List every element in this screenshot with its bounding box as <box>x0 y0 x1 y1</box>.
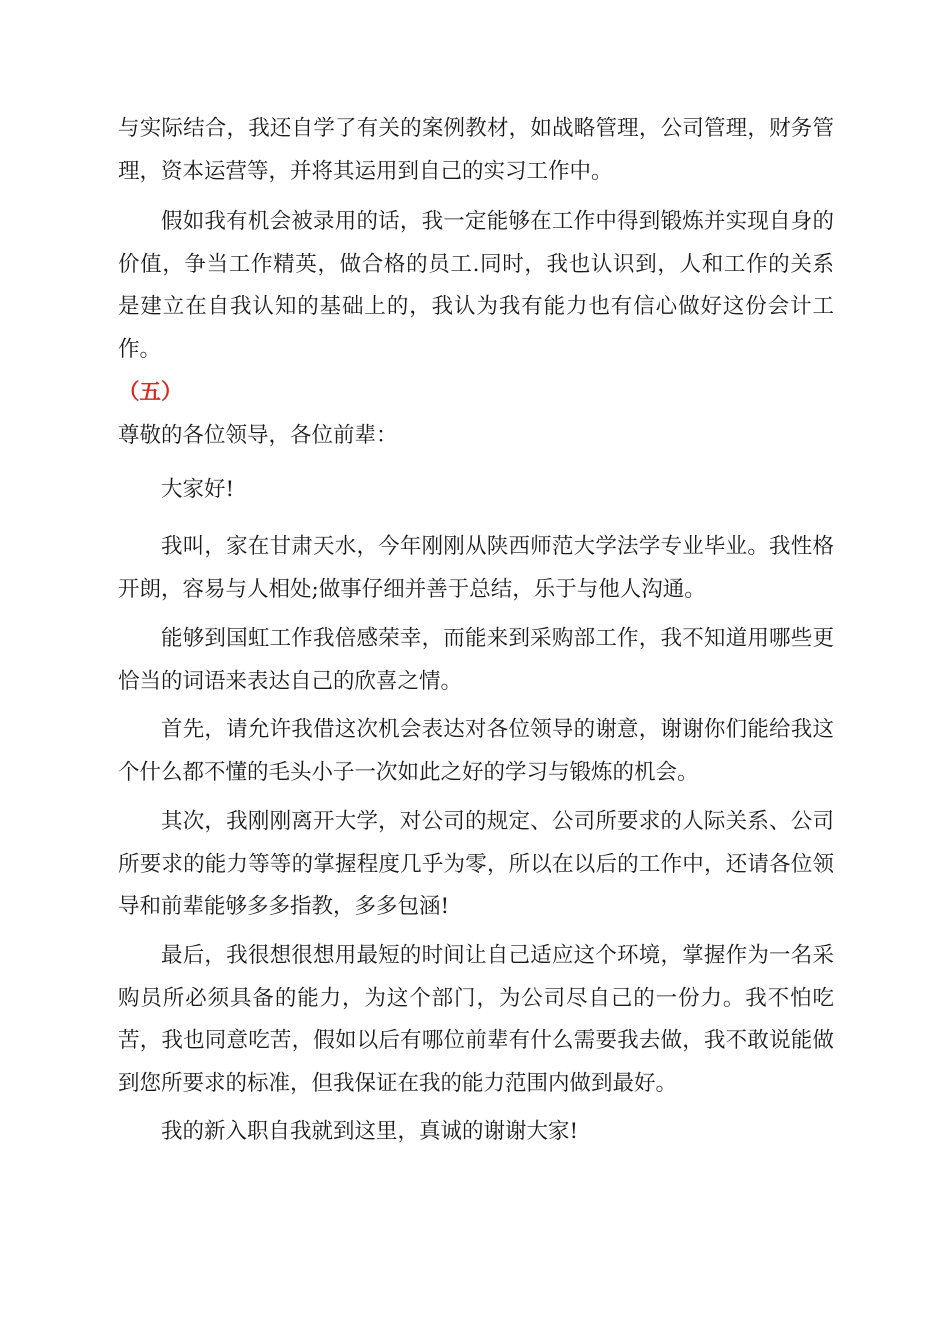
paragraph-request-guidance: 其次，我刚刚离开大学，对公司的规定、公司所要求的人际关系、公司所要求的能力等等的掌握程度几乎为零，所以在以后的工作中，还请各位领导和前辈能够多多指教，多多包涵! <box>118 809 834 919</box>
salutation: 尊敬的各位领导，各位前辈： <box>118 423 398 448</box>
paragraph-commitment: 最后，我很想很想用最短的时间让自己适应这个环境，掌握作为一名采购员所必须具备的能力，为这个部门，为公司尽自己的一份力。我不怕吃苦，我也同意吃苦，假如以后有哪位前辈有什么需要我去做，我不敢说能做到您所要求的标准，但我保证在我的能力范围内做到最好。 <box>118 943 834 1096</box>
paragraph-honored: 能够到国虹工作我倍感荣幸，而能来到采购部工作，我不知道用哪些更恰当的词语来表达自己的欣喜之情。 <box>118 626 834 694</box>
paragraph-closing: 我的新入职自我就到这里，真诚的谢谢大家! <box>161 1119 579 1144</box>
paragraph-thanks: 首先，请允许我借这次机会表达对各位领导的谢意，谢谢你们能给我这个什么都不懂的毛头小子一次如此之好的学习与锻炼的机会。 <box>118 717 834 785</box>
paragraph-internship-study: 与实际结合，我还自学了有关的案例教材，如战略管理，公司管理，财务管理，资本运营等，并将其运用到自己的实习工作中。 <box>118 116 834 184</box>
paragraph-self-introduction: 我叫，家在甘肃天水，今年刚刚从陕西师范大学法学专业毕业。我性格开朗，容易与人相处;做事仔细并善于总结，乐于与他人沟通。 <box>118 534 834 602</box>
paragraph-employment-hope: 假如我有机会被录用的话，我一定能够在工作中得到锻炼并实现自身的价值，争当工作精英，做合格的员工.同时，我也认识到，人和工作的关系是建立在自我认知的基础上的，我认为我有能力也有信心做好这份会计工作。 <box>118 209 834 362</box>
greeting: 大家好! <box>161 477 235 502</box>
section-heading: （五） <box>118 380 183 405</box>
